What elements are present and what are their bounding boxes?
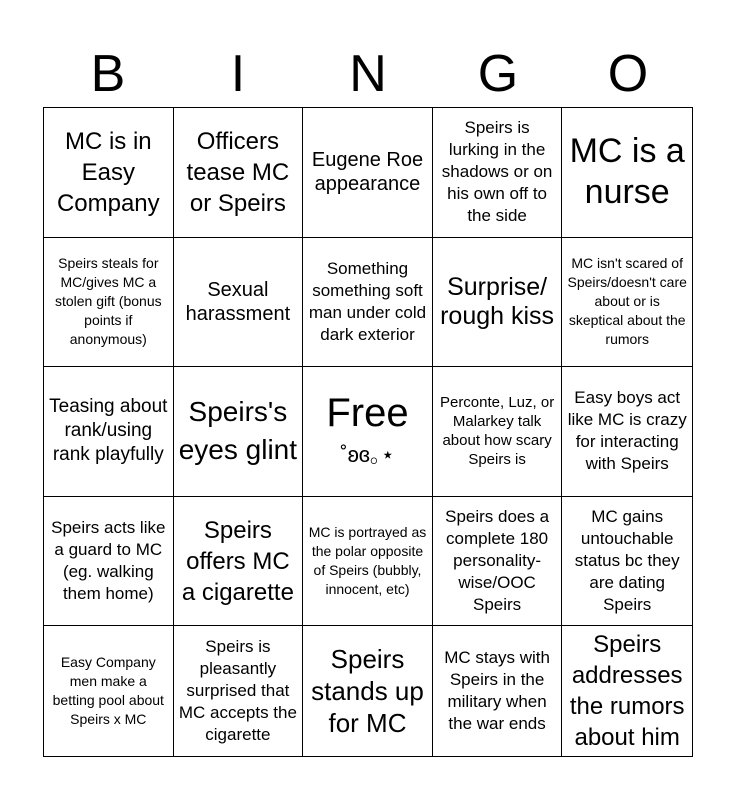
bingo-cell[interactable] <box>433 238 563 368</box>
header-letter-n: N <box>349 45 387 103</box>
bingo-cell[interactable] <box>562 108 692 238</box>
cell-text: Easy Company men make a betting pool about Speirs x MC <box>52 654 164 728</box>
bingo-grid <box>43 107 693 757</box>
bingo-cell[interactable] <box>433 497 563 627</box>
bingo-cell[interactable] <box>174 238 304 368</box>
bingo-cell[interactable] <box>562 497 692 627</box>
cell-text: Speirs does a complete 180 personality-wise/OOC Speirs <box>445 507 550 615</box>
bingo-cell[interactable] <box>174 367 304 497</box>
bingo-cell[interactable] <box>303 497 433 627</box>
cell-text: Speirs offers MC a cigarette <box>181 516 294 606</box>
cell-text: Officers tease MC or Speirs <box>186 127 290 217</box>
cell-text: Sexual harassment <box>185 278 291 325</box>
cell-text: Speirs addresses the rumors about him <box>569 631 685 752</box>
cell-text: MC is in Easy Company <box>56 127 160 217</box>
header-letter-o: O <box>607 45 649 103</box>
bingo-cell[interactable] <box>303 626 433 756</box>
bingo-cell[interactable] <box>562 626 692 756</box>
free-space-face: ˚ʚɞ｡⋆ <box>340 442 395 468</box>
cell-text: Perconte, Luz, or Malarkey talk about how scary Speirs is <box>439 394 555 469</box>
bingo-cell[interactable] <box>303 108 433 238</box>
cell-text: Speirs acts like a guard to MC (eg. walking them home) <box>51 518 166 604</box>
free-space-cell[interactable] <box>303 367 433 497</box>
cell-text: Speirs is lurking in the shadows or on his own off to the side <box>441 118 553 226</box>
header-letter-i: I <box>230 45 246 103</box>
bingo-cell[interactable] <box>433 626 563 756</box>
free-space <box>326 390 408 472</box>
cell-text: MC is a nurse <box>569 132 685 212</box>
header-letter-g: G <box>477 45 519 103</box>
cell-text: Speirs's eyes glint <box>178 396 298 466</box>
bingo-cell[interactable] <box>174 497 304 627</box>
cell-text: MC is portrayed as the polar opposite of Speirs (bubbly, innocent, etc) <box>308 524 427 598</box>
cell-text: Speirs steals for MC/gives MC a stolen gift (bonus points if anonymous) <box>54 255 162 348</box>
bingo-cell[interactable] <box>433 108 563 238</box>
bingo-cell[interactable] <box>174 626 304 756</box>
cell-text: Surprise/ rough kiss <box>440 272 555 330</box>
bingo-cell[interactable] <box>44 497 174 627</box>
free-space-title: Free <box>326 391 409 436</box>
cell-text: Easy boys act like MC is crazy for interacting with Speirs <box>567 388 687 474</box>
header-letter-b: B <box>90 45 126 103</box>
bingo-cell[interactable] <box>44 626 174 756</box>
cell-text: MC stays with Speirs in the military when the war ends <box>444 648 550 734</box>
bingo-cell[interactable] <box>433 367 563 497</box>
cell-text: Eugene Roe appearance <box>311 149 424 196</box>
cell-text: Something something soft man under cold dark exterior <box>308 258 427 344</box>
bingo-cell[interactable] <box>562 238 692 368</box>
bingo-cell[interactable] <box>44 108 174 238</box>
cell-text: MC gains untouchable status bc they are dating Speirs <box>574 507 680 615</box>
cell-text: Speirs stands up for MC <box>311 644 424 739</box>
cell-text: Speirs is pleasantly surprised that MC accepts the cigarette <box>178 637 297 745</box>
cell-text: Teasing about rank/using rank playfully <box>49 396 168 466</box>
bingo-header <box>43 40 693 108</box>
bingo-cell[interactable] <box>44 367 174 497</box>
bingo-cell[interactable] <box>562 367 692 497</box>
bingo-cell[interactable] <box>174 108 304 238</box>
bingo-cell[interactable] <box>44 238 174 368</box>
cell-text: MC isn't scared of Speirs/doesn't care about or is skeptical about the rumors <box>567 255 687 348</box>
bingo-cell[interactable] <box>303 238 433 368</box>
